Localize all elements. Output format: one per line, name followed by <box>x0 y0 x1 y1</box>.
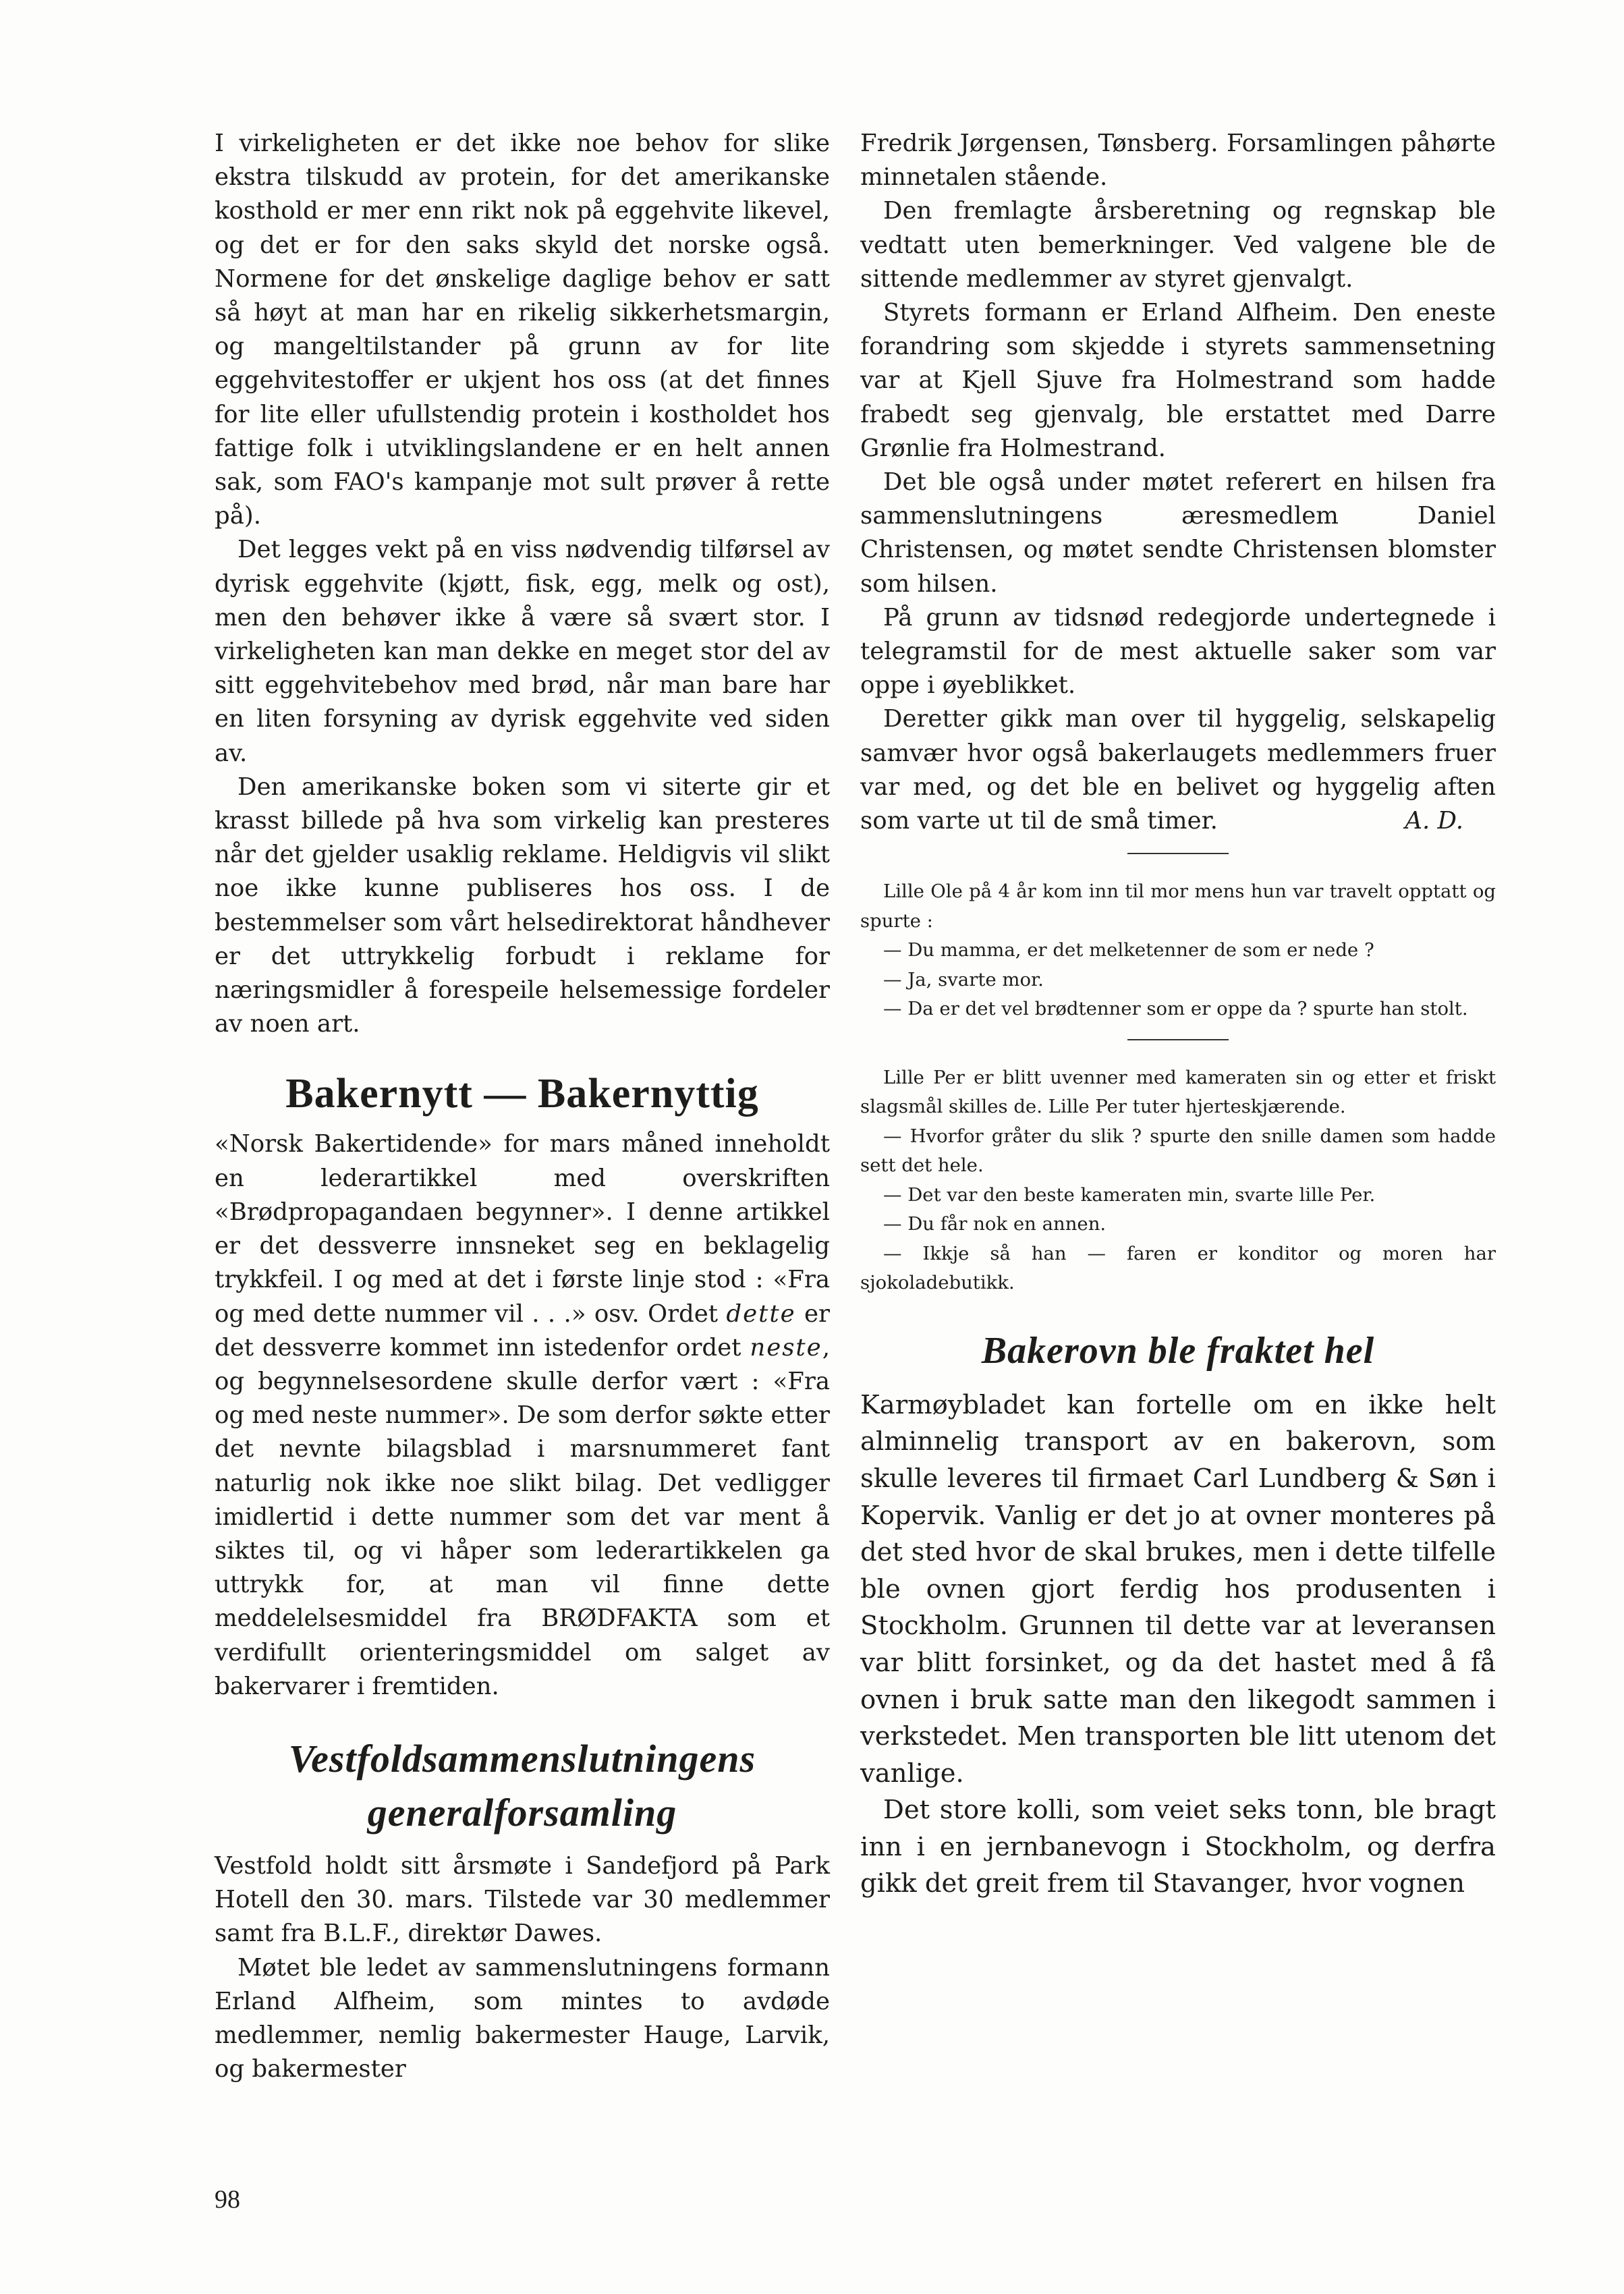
word-dette: dette <box>726 1299 796 1328</box>
bakernytt-text-2: er det dessverre kommet inn istedenfor ordet <box>215 1299 830 1362</box>
page-number: 98 <box>215 2185 240 2214</box>
anecdote-line: — Ja, svarte mor. <box>883 968 1044 990</box>
body-paragraph: Fredrik Jørgensen, Tønsberg. Forsamlingen påhørte minnetalen stående. <box>860 130 1496 192</box>
body-paragraph: Det legges vekt på en viss nødvendig tilførsel av dyrisk eggehvite (kjøtt, fisk, egg, melk og ost), men den behøver ikke å være så svært stor. I virkeligheten kan man dekke en meget stor del av sitt eggehvitebehov med brød, når man bare har en liten forsyning av dyrisk eggehvite ved siden av. <box>215 536 830 767</box>
anecdote-line: Lille Ole på 4 år kom inn til mor mens hun var travelt opptatt og spurte : <box>860 880 1496 932</box>
anecdote-line: — Du mamma, er det melketenner de som er nede ? <box>883 939 1374 961</box>
anecdote-line: — Du får nok en annen. <box>883 1213 1107 1235</box>
bakerovn-article <box>860 1387 1496 1903</box>
body-paragraph: I virkeligheten er det ikke noe behov for slike ekstra tilskudd av protein, for det amerikanske kosthold er mer enn rikt nok på eggehvite likevel, og det er for den saks skyld det norske også. Normene for det ønskelige daglige behov er satt så høyt at man har en rikelig sikkerhetsmargin, og mangeltilstander på grunn av for lite eggehvitestoffer er ukjent hos oss (at det finnes for lite eller ufullstendig protein i kostholdet hos fattige folk i utviklingslandene er en helt annen sak, som FAO's kampanje mot sult prøver å rette på). <box>215 130 830 530</box>
anecdote-line: Lille Per er blitt uvenner med kameraten sin og etter et friskt slagsmål skilles de. Lille Per tuter hjerteskjærende. <box>860 1066 1496 1118</box>
body-paragraph: Det ble også under møtet referert en hilsen fra sammenslutningens æresmedlem Daniel Christensen, og møtet sendte Christensen blomster som hilsen. <box>860 468 1496 598</box>
bakernytt-text-3: , og begynnelsesordene skulle derfor vært : «Fra og med neste nummer». De som derfor søkte etter det nevnte bilagsblad i marsnummeret fant naturlig nok ikke noe slikt bilag. Det vedligger imidlertid i dette nummer som det var ment å siktes til, og vi håper som lederartikkelen ga uttrykk for, at man vil finne dette meddelelsesmiddel fra BRØDFAKTA som et verdifullt orienteringsmiddel om salget av bakervarer i fremtiden. <box>215 1333 830 1700</box>
anecdote-line: — Det var den beste kameraten min, svarte lille Per. <box>883 1183 1376 1206</box>
body-paragraph: På grunn av tidsnød redegjorde undertegnede i telegramstil for de mest aktuelle saker som var oppe i øyeblikket. <box>860 603 1496 700</box>
body-paragraph: Det store kolli, som veiet seks tonn, ble bragt inn i en jernbanevogn i Stockholm, og derfra gikk det greit frem til Stavanger, hvor vognen <box>860 1795 1496 1899</box>
right-column <box>860 127 1496 1903</box>
section-heading-bakerovn: Bakerovn ble fraktet hel <box>981 1329 1375 1372</box>
bakernytt-text-1: «Norsk Bakertidende» for mars måned inneholdt en lederartikkel med overskriften «Brødpropagandaen begynner». I denne artikkel er det dessverre innsneket seg en beklagelig trykkfeil. I og med at det i første linje stod : «Fra og med dette nummer vil . . .» osv. Ordet <box>215 1130 830 1328</box>
body-paragraph: Møtet ble ledet av sammenslutningens formann Erland Alfheim, som mintes to avdøde medlemmer, nemlig bakermester Hauge, Larvik, og bakermester <box>215 1953 830 2083</box>
body-paragraph: Styrets formann er Erland Alfheim. Den eneste forandring som skjedde i styrets sammensetning var at Kjell Sjuve fra Holmestrand som hadde frabedt seg gjenvalg, ble erstattet med Darre Grønlie fra Holmestrand. <box>860 299 1496 462</box>
body-paragraph: Den fremlagte årsberetning og regnskap ble vedtatt uten bemerkninger. Ved valgene ble de sittende medlemmer av styret gjenvalgt. <box>860 197 1496 293</box>
section-divider <box>1127 1039 1229 1040</box>
bakernytt-paragraph <box>215 1127 830 1703</box>
anecdote-ole <box>860 877 1496 1024</box>
body-paragraph: Den amerikanske boken som vi siterte gir et krasst billede på hva som virkelig kan presteres når det gjelder usaklig reklame. Heldigvis vil slikt noe ikke kunne publiseres hos oss. I de bestemmelser som vårt helsedirektorat håndhever er det uttrykkelig forbudt i reklame for næringsmidler å forespeile helsemessige fordeler av noen art. <box>215 773 830 1038</box>
anecdote-line: — Ikkje så han — faren er konditor og moren har sjokoladebutikk. <box>860 1242 1496 1294</box>
body-paragraph: Vestfold holdt sitt årsmøte i Sandefjord på Park Hotell den 30. mars. Tilstede var 30 medlemmer samt fra B.L.F., direktør Dawes. <box>215 1851 830 1948</box>
section-heading-vestfold <box>215 1732 830 1840</box>
heading-line: generalforsamling <box>367 1790 677 1835</box>
anecdote-per <box>860 1063 1496 1298</box>
anecdote-line: — Da er det vel brødtenner som er oppe da ? spurte han stolt. <box>883 998 1468 1020</box>
section-heading-bakernytt: Bakernytt — Bakernyttig <box>285 1071 759 1117</box>
body-paragraph <box>860 702 1496 838</box>
signature: A. D. <box>1405 807 1463 835</box>
heading-line: Vestfoldsammenslutningens <box>288 1736 756 1781</box>
section-divider <box>1127 853 1229 854</box>
closing-text: Deretter gikk man over til hyggelig, selskapelig samvær hvor også bakerlaugets medlemmers fruer var med, og det ble en belivet og hyggelig aften som varte ut til de små timer. <box>860 705 1496 835</box>
anecdote-line: — Hvorfor gråter du slik ? spurte den snille damen som hadde sett det hele. <box>860 1125 1496 1177</box>
left-column <box>215 127 830 2086</box>
word-neste: neste <box>750 1333 822 1362</box>
body-paragraph: Karmøybladet kan fortelle om en ikke helt alminnelig transport av en bakerovn, som skulle leveres til firmaet Carl Lundberg & Søn i Kopervik. Vanlig er det jo at ovner monteres på det sted hvor de skal brukes, men i dette tilfelle ble ovnen gjort ferdig hos produsenten i Stockholm. Grunnen til dette var at leveransen var blitt forsinket, og da det hastet med å få ovnen i bruk satte man den likegodt sammen i verkstedet. Men transporten ble litt utenom det vanlige. <box>860 1389 1496 1789</box>
